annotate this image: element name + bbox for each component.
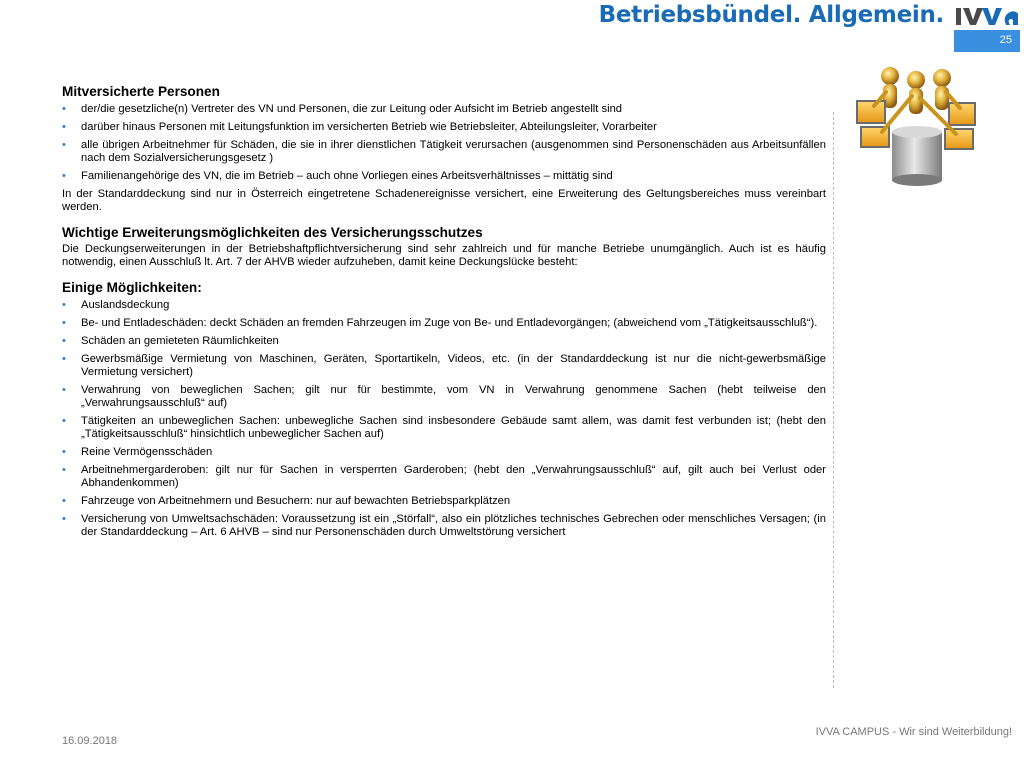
list-item: • Verwahrung von beweglichen Sachen; gilt nur für bestimmte, vom VN in Verwahrung genommene Sachen (hebt teilweise den „Verwahrungsausschluß“ auf)	[62, 384, 826, 410]
list-item: • der/die gesetzliche(n) Vertreter des VN und Personen, die zur Leitung oder Aufsicht im Betrieb angestellt sind	[62, 103, 826, 116]
divider-line	[833, 112, 834, 688]
footer-brand: IVVA CAMPUS - Wir sind Weiterbildung!	[815, 726, 1012, 738]
list-item: • alle übrigen Arbeitnehmer für Schäden, die sie in ihrer dienstlichen Tätigkeit verursachen (ausgenommen sind Personenschäden aus Arbeitsunfällen nach dem Sozialversicherungsgesetz )	[62, 139, 826, 165]
list-item: • Schäden an gemieteten Räumlichkeiten	[62, 335, 826, 348]
list-item: • Fahrzeuge von Arbeitnehmern und Besuchern: nur auf bewachten Betriebsparkplätzen	[62, 495, 826, 508]
list-item: • Familienangehörige des VN, die im Betrieb – auch ohne Vorliegen eines Arbeitsverhältnisses – mittätig sind	[62, 170, 826, 183]
list-item: • Tätigkeiten an unbeweglichen Sachen: unbewegliche Sachen sind insbesondere Gebäude samt allem, was damit fest verbunden ist; (hebt den „Tätigkeitsausschluß“ hinsichtlich unbeweglicher Sachen auf)	[62, 415, 826, 441]
list-item: • Auslandsdeckung	[62, 299, 826, 312]
list-item: • Versicherung von Umweltsachschäden: Voraussetzung ist ein „Störfall“, also ein plötzliches technisches Gebrechen oder menschliches Versagen; (in der Standarddeckung – Art. 6 AHVB – sind nur Personenschäden durch Umweltstörung versichert	[62, 513, 826, 539]
main-content	[62, 83, 826, 544]
ivva-logo	[954, 4, 1020, 28]
list-item: • Arbeitnehmergarderoben: gilt nur für Sachen in versperrten Garderoben; (hebt den „Verwahrungsausschluß“ auf, gilt auch bei Verlust oder Abhandenkommen)	[62, 464, 826, 490]
list-item: • Be- und Entladeschäden: deckt Schäden an fremden Fahrzeugen im Zuge von Be- und Entladevorgängen; (abweichend vom „Tätigkeitsausschluß“).	[62, 317, 826, 330]
list-item: • Gewerbsmäßige Vermietung von Maschinen, Geräten, Sportartikeln, Videos, etc. (in der Standarddeckung ist nur die nicht-gewerbsmäßige Vermietung versichert)	[62, 353, 826, 379]
section-note: In der Standarddeckung sind nur in Österreich eingetretene Schadenereignisse versichert, eine Erweiterung des Geltungsbereiches muss vereinbart werden.	[62, 188, 826, 213]
section-paragraph: Die Deckungserweiterungen in der Betriebshaftpflichtversicherung sind sehr zahlreich und für manche Betriebe unumgänglich. Auch ist es häufig notwendig, einen Ausschluß lt. Art. 7 der AHVB wieder aufzuheben, damit keine Deckungslücke besteht:	[62, 243, 826, 268]
section-heading: Mitversicherte Personen	[62, 84, 220, 99]
list-item: • Reine Vermögensschäden	[62, 446, 826, 459]
list-item: • darüber hinaus Personen mit Leitungsfunktion im versicherten Betrieb wie Betriebsleiter, Abteilungsleiter, Vorarbeiter	[62, 121, 826, 134]
footer-date: 16.09.2018	[62, 735, 118, 747]
bullet-list	[62, 299, 826, 539]
page-title: Betriebsbündel. Allgemein.	[598, 2, 944, 28]
bullet-list	[62, 103, 826, 183]
section-heading: Wichtige Erweiterungsmöglichkeiten des Versicherungsschutzes	[62, 225, 483, 240]
page-number: 25	[954, 30, 1020, 52]
section-heading: Einige Möglichkeiten:	[62, 280, 202, 295]
team-at-computers-icon	[852, 62, 980, 190]
